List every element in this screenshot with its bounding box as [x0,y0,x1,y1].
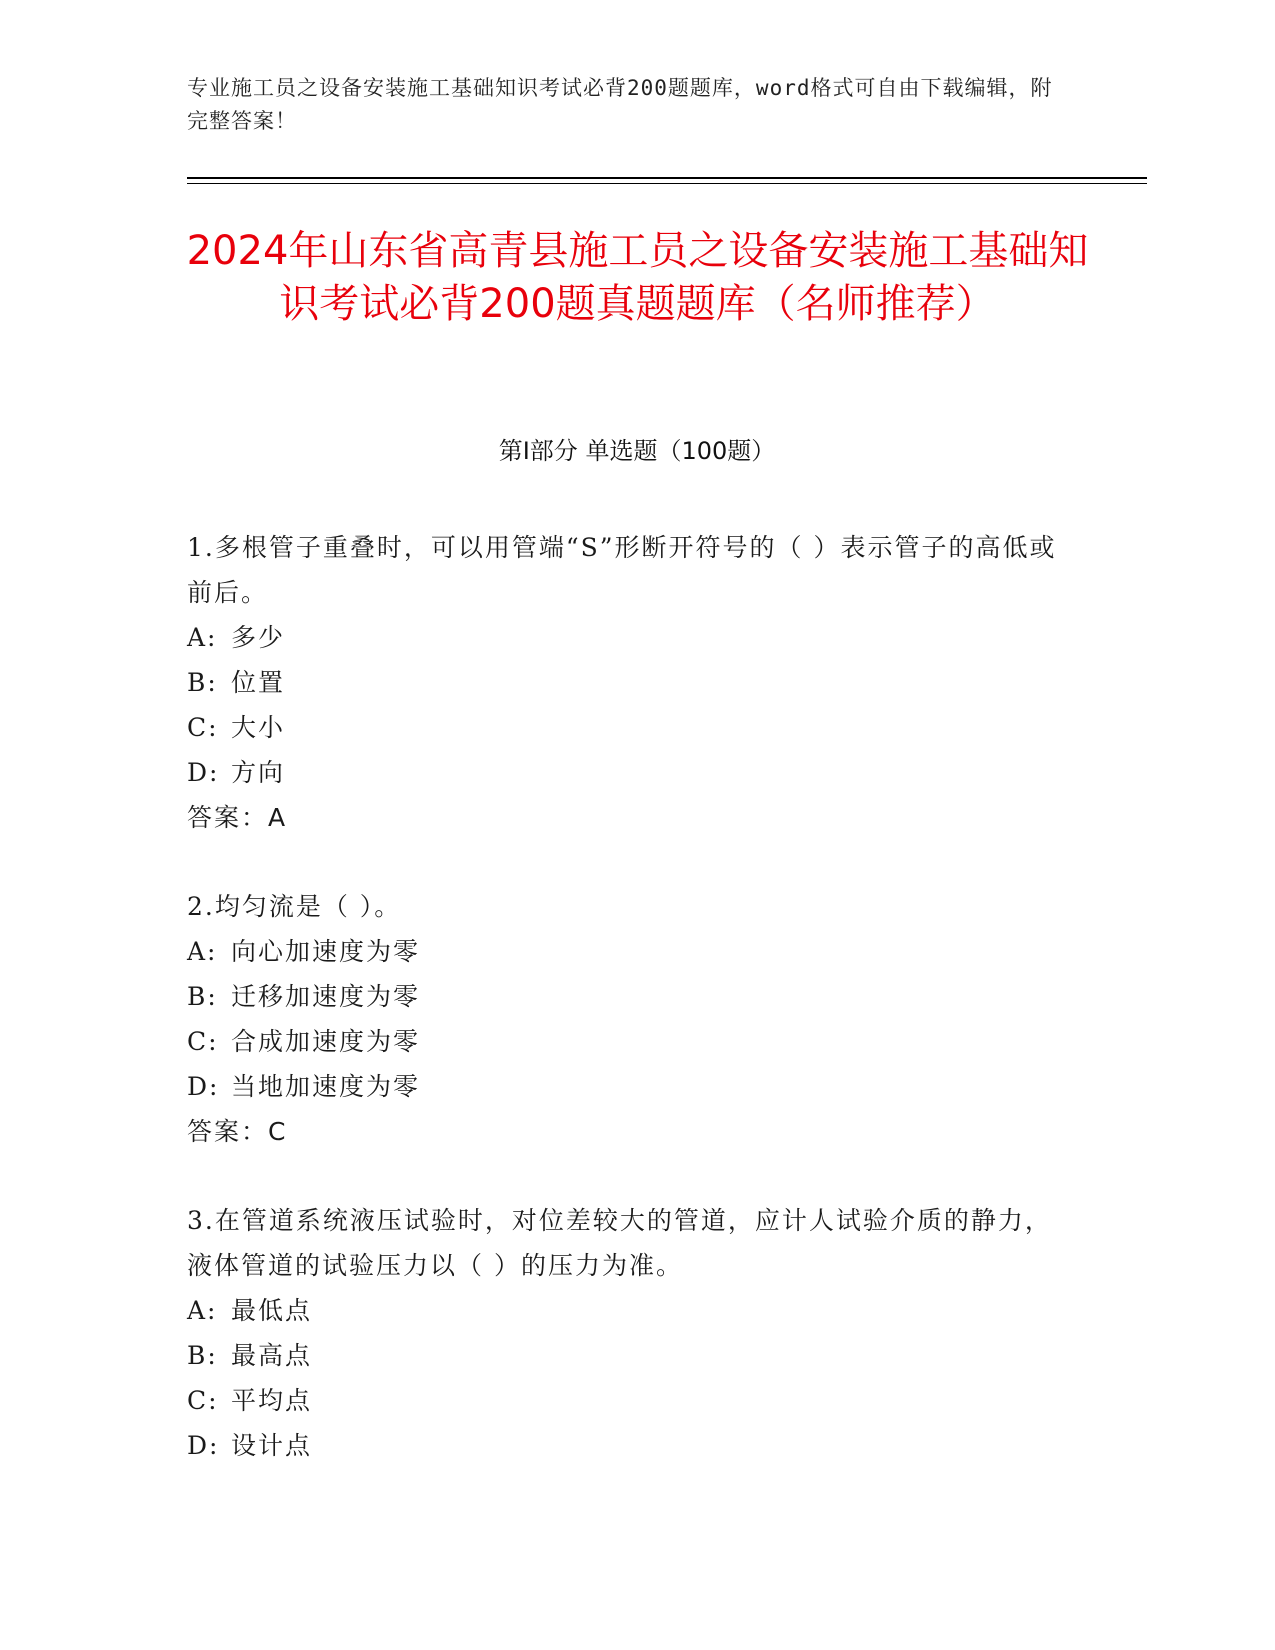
option-text: 方向 [231,758,286,787]
header-divider-thin [187,183,1147,184]
option-text: 向心加速度为零 [231,937,421,966]
question-list [187,525,1067,1512]
option-key: C: [187,1027,219,1056]
option-a [187,615,1067,660]
option-text: 大小 [231,713,286,742]
question-stem: 2.均匀流是（ ）。 [187,892,402,921]
option-key: D: [187,1431,220,1460]
option-text: 合成加速度为零 [231,1027,421,1056]
option-b [187,1333,1067,1378]
option-text: 最低点 [231,1296,313,1325]
answer-line: 答案：A [187,803,288,832]
question-3 [187,1198,1067,1468]
option-key: B: [187,1341,218,1370]
question-stem: 1.多根管子重叠时，可以用管端“S”形断开符号的（ ）表示管子的高低或前后。 [187,533,1057,607]
option-a [187,929,1067,974]
option-d [187,1423,1067,1468]
option-key: D: [187,1072,220,1101]
section-heading: 第I部分 单选题（100题） [498,437,776,465]
question-2 [187,884,1067,1154]
option-text: 最高点 [231,1341,313,1370]
option-b [187,974,1067,1019]
option-d [187,1064,1067,1109]
option-key: C: [187,713,219,742]
option-c [187,705,1067,750]
document-header-note: 专业施工员之设备安装施工基础知识考试必背200题题库，word格式可自由下载编辑，附完整答案！ [187,76,1053,133]
answer-line: 答案：C [187,1117,288,1146]
option-key: A: [187,1296,218,1325]
option-a [187,1288,1067,1333]
option-text: 多少 [231,623,286,652]
header-divider-thick [187,177,1147,179]
option-text: 设计点 [231,1431,313,1460]
question-1 [187,525,1067,840]
option-d [187,750,1067,795]
question-stem: 3.在管道系统液压试验时，对位差较大的管道，应计人试验介质的静力，液体管道的试验压力以（ ）的压力为准。 [187,1206,1052,1280]
option-key: D: [187,758,220,787]
option-key: B: [187,982,218,1011]
option-b [187,660,1067,705]
option-text: 位置 [231,668,286,697]
option-text: 当地加速度为零 [231,1072,421,1101]
option-text: 迁移加速度为零 [231,982,421,1011]
option-c [187,1378,1067,1423]
option-key: A: [187,623,218,652]
option-key: B: [187,668,218,697]
option-c [187,1019,1067,1064]
option-key: A: [187,937,218,966]
option-text: 平均点 [231,1386,313,1415]
option-key: C: [187,1386,219,1415]
document-title: 2024年山东省高青县施工员之设备安装施工基础知识考试必背200题真题题库（名师推荐） [186,228,1089,327]
